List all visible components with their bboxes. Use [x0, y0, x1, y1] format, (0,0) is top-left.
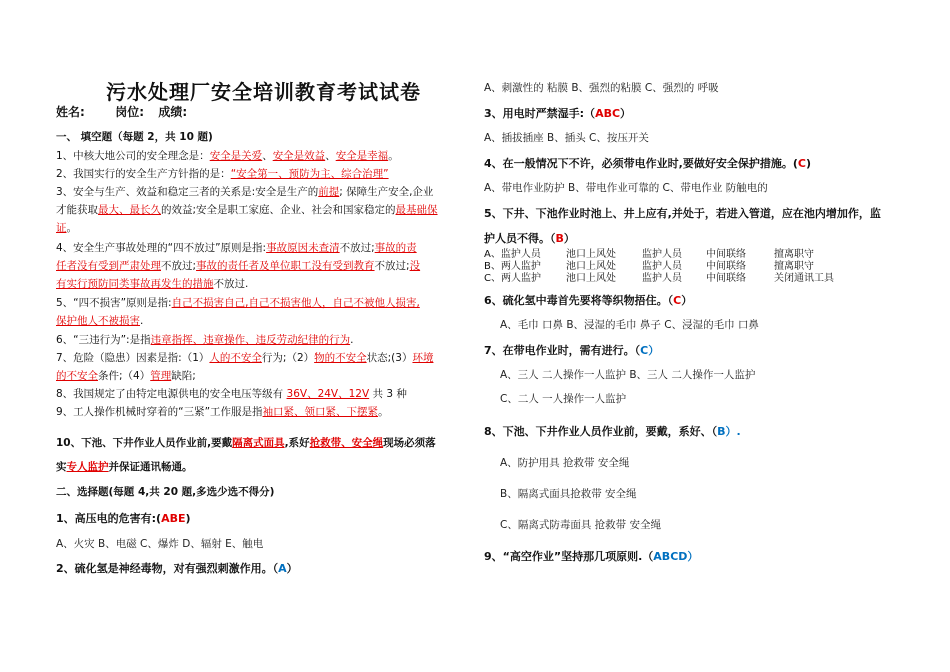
section2-heading: 二、选择题(每题 4,共 20 题,多选少选不得分)	[56, 486, 275, 498]
fill-q9	[56, 405, 389, 419]
fill-q10-line2	[56, 460, 193, 474]
choice-q2	[56, 560, 298, 576]
choice-q7-answer: C	[640, 344, 649, 357]
q3-text1: 3、安全与生产、效益和稳定三者的关系是:安全是生产的	[56, 186, 319, 198]
q1-answer2: 安全是效益	[272, 150, 326, 162]
choice-q1-answer: ABE	[161, 512, 186, 525]
option-cell: 池口上风处	[566, 249, 616, 260]
q3-text3: 才能获取	[56, 204, 98, 216]
q7-answer3: 环境	[412, 352, 434, 364]
option-cell: 中间联络	[706, 261, 746, 272]
choice-q5-answer: B	[555, 232, 564, 245]
q4-text3: 不放过;	[161, 260, 197, 272]
q5-answer1: 自己不损害自己,自己不损害他人，自己不被他人损害,	[171, 297, 420, 309]
q4-answer2: 事故的责	[374, 242, 417, 254]
choice-q7	[484, 342, 659, 358]
choice-q4-close: )	[805, 157, 811, 170]
choice-q8-optionC: C、隔离式防毒面具 抢救带 安全绳	[500, 519, 662, 531]
fill-q10-line1	[56, 436, 436, 450]
fill-q4-line3	[56, 277, 248, 291]
q4-text2: 不放过;	[339, 242, 375, 254]
q2-answer: “安全第一、预防为主、综合治理”	[230, 168, 389, 180]
fill-q3-line3	[56, 221, 77, 235]
option-cell: 中间联络	[706, 273, 746, 284]
q4-text4: 不放过;	[374, 260, 410, 272]
option-cell: 监护人员	[642, 273, 682, 284]
choice-q9-text: 9、“高空作业”坚持那几项原则.（	[484, 550, 654, 563]
q10-text2: ,系好	[284, 437, 310, 449]
choice-q1-text: 1、高压电的危害有:(	[56, 512, 162, 525]
choice-q6-text: 6、硫化氢中毒首先要将等织物捂住。（	[484, 294, 674, 307]
choice-q3-options: A、插拔插座 B、插头 C、按压开关	[484, 132, 649, 144]
choice-q8-close: ）.	[725, 425, 741, 438]
q4-answer1: 事故原因未查清	[266, 242, 340, 254]
choice-q4	[484, 155, 811, 171]
q1-sep1: 、	[262, 150, 273, 162]
q1-end: 。	[388, 150, 399, 162]
q4-text1: 4、安全生产事故处理的“四不放过”原则是指:	[56, 242, 267, 254]
option-cell: 监护人员	[642, 261, 682, 272]
fill-q7-line2	[56, 369, 196, 383]
q7-text4: 条件;（4）	[98, 370, 151, 382]
q4-end: 不放过.	[213, 278, 249, 290]
option-cell: A、监护人员	[484, 249, 541, 260]
choice-q5-options-table	[484, 249, 840, 285]
option-row	[484, 273, 840, 285]
choice-q9-close: ）	[687, 550, 699, 563]
choice-q6-options: A、毛巾 口鼻 B、浸湿的毛巾 鼻子 C、浸湿的毛巾 口鼻	[500, 319, 759, 331]
fill-q4-line1	[56, 241, 417, 255]
fill-q5-line1	[56, 296, 420, 310]
q3-answer3-cont: 证	[56, 222, 67, 234]
q5-answer2: 保护他人不被损害	[56, 315, 140, 327]
choice-q8-answer: B	[717, 425, 726, 438]
choice-q4-options: A、带电作业防护 B、带电作业可靠的 C、带电作业 防触电的	[484, 182, 768, 194]
q9-answer: 袖口紧、领口紧、下摆紧	[262, 406, 379, 418]
score-label: 成绩:	[158, 105, 188, 119]
choice-q7-option1: A、三人 二人操作一人监护 B、三人 二人操作一人监护	[500, 369, 756, 381]
choice-q3-answer: ABC	[595, 107, 621, 120]
q7-answer4: 管理	[150, 370, 172, 382]
fill-q2	[56, 167, 389, 181]
q6-text: 6、“三违行为”:是指	[56, 334, 151, 346]
choice-q4-answer: C	[797, 157, 806, 170]
q5-end: .	[140, 315, 144, 327]
header-fields	[56, 105, 187, 119]
choice-q8	[484, 423, 741, 439]
choice-q2-answer: A	[278, 562, 287, 575]
q7-text3: 状态;(3）	[366, 352, 413, 364]
option-cell: 中间联络	[706, 249, 746, 260]
q10-text1: 10、下池、下井作业人员作业前,要戴	[56, 437, 233, 449]
choice-q3	[484, 105, 631, 121]
q4-answer3: 事故的责任者及单位职工没有受到教育	[196, 260, 375, 272]
choice-q5-line1: 5、下井、下池作业时池上、井上应有,并处于，若进入管道，应在池内增加作，监	[484, 207, 881, 220]
q7-answer1: 人的不安全	[209, 352, 262, 364]
choice-q5-line2	[484, 230, 575, 246]
choice-q6-answer: C	[673, 294, 682, 307]
section1-heading: 一、 填空题（每题 2，共 10 题)	[56, 131, 213, 143]
choice-q5-options	[484, 249, 840, 285]
q7-answer3-cont: 的不安全	[56, 370, 98, 382]
choice-q1	[56, 510, 191, 526]
choice-q1-close: )	[185, 512, 191, 525]
page-title: 污水处理厂安全培训教育考试试卷	[106, 80, 421, 104]
fill-q3-line1	[56, 185, 433, 199]
q3-answer3: 最基础保	[395, 204, 438, 216]
choice-q3-text: 3、用电时严禁湿手:（	[484, 107, 596, 120]
choice-q8-text: 8、下池、下井作业人员作业前，要戴，系好、（	[484, 425, 718, 438]
q1-answer3: 安全是幸福	[335, 150, 389, 162]
q6-end: .	[350, 334, 354, 346]
fill-q3-line2	[56, 203, 438, 217]
option-cell: C、两人监护	[484, 273, 541, 284]
q4-answer2-cont: 任者没有受到严肃处理	[56, 260, 161, 272]
choice-q4-text: 4、在一般情况下不许，必须带电作业时,要做好安全保护措施。(	[484, 157, 798, 170]
q1-text: 1、中核大地公司的安全理念是：	[56, 150, 210, 162]
q9-text: 9、工人操作机械时穿着的“三紧”工作服是指	[56, 406, 263, 418]
choice-q7-text: 7、在带电作业时，需有进行。（	[484, 344, 641, 357]
fill-q8	[56, 387, 407, 401]
q7-answer2: 物的不安全	[314, 352, 367, 364]
q3-end: 。	[66, 222, 77, 234]
q10-text3: 现场必须落	[383, 437, 436, 449]
choice-q9-answer: ABCD	[653, 550, 688, 563]
option-row	[484, 249, 840, 261]
option-cell: 擅离职守	[774, 261, 814, 272]
q3-answer1: 前提	[318, 186, 340, 198]
choice-q8-optionB: B、隔离式面具抢救带 安全绳	[500, 488, 637, 500]
choice-q6	[484, 292, 692, 308]
q10-text4: 实	[56, 461, 67, 473]
choice-q7-close: ）	[648, 344, 660, 357]
q7-end: 缺陷;	[171, 370, 196, 382]
option-cell: B、两人监护	[484, 261, 541, 272]
choice-q2-text: 2、硫化氢是神经毒物，对有强烈刺激作用。（	[56, 562, 279, 575]
q10-answer2: 抢救带、安全绳	[309, 437, 384, 449]
q8-end: 共 3 种	[369, 388, 407, 400]
q10-answer3: 专人监护	[66, 461, 109, 473]
choice-q5-text: 护人员不得。（	[484, 232, 556, 245]
q2-text: 2、我国实行的安全生产方针指的是：	[56, 168, 231, 180]
option-cell: 关闭通讯工具	[774, 273, 834, 284]
q10-end: 并保证通讯畅通。	[108, 461, 193, 473]
q4-answer4-cont: 有实行预防同类事故再发生的措施	[56, 278, 214, 290]
option-cell: 池口上风处	[566, 261, 616, 272]
q1-sep2: 、	[325, 150, 336, 162]
q5-text: 5、“四不损害”原则是指:	[56, 297, 172, 309]
name-label: 姓名:	[56, 105, 85, 119]
q8-text: 8、我国规定了由特定电源供电的安全电压等级有	[56, 388, 287, 400]
choice-q8-optionA: A、防护用具 抢救带 安全绳	[500, 457, 630, 469]
q7-text1: 7、危险（隐患）因素是指:（1）	[56, 352, 210, 364]
fill-q1	[56, 149, 399, 163]
option-cell: 擅离职守	[774, 249, 814, 260]
option-cell: 池口上风处	[566, 273, 616, 284]
fill-q4-line2	[56, 259, 420, 273]
q3-answer2: 最大、最长久	[98, 204, 161, 216]
q8-answer: 36V、24V、12V	[286, 388, 370, 400]
q6-answer: 违章指挥、违章操作、违反劳动纪律的行为	[150, 334, 351, 346]
q4-answer4: 没	[409, 260, 421, 272]
q10-answer1: 隔离式面具	[232, 437, 285, 449]
q3-text4: 的效益;安全是职工家庭、企业、社会和国家稳定的	[161, 204, 396, 216]
option-row	[484, 261, 840, 273]
choice-q9	[484, 548, 698, 564]
choice-q6-close: ）	[681, 294, 693, 307]
choice-q5-close: ）	[563, 232, 575, 245]
choice-q2-close: ）	[286, 562, 298, 575]
choice-q2-options: A、刺激性的 粘膜 B、强烈的粘膜 C、强烈的 呼吸	[484, 82, 719, 94]
q7-text2: 行为;（2）	[261, 352, 315, 364]
fill-q5-line2	[56, 314, 143, 328]
q9-end: 。	[378, 406, 389, 418]
position-label: 岗位:	[115, 105, 144, 119]
choice-q3-close: ）	[620, 107, 632, 120]
fill-q6	[56, 333, 353, 347]
choice-q1-options: A、火灾 B、电磁 C、爆炸 D、辐射 E、触电	[56, 538, 264, 550]
choice-q7-option2: C、二人 一人操作一人监护	[500, 393, 627, 405]
fill-q7-line1	[56, 351, 433, 365]
q1-answer1: 安全是关爱	[209, 150, 263, 162]
option-cell: 监护人员	[642, 249, 682, 260]
q3-text2: ; 保障生产安全,企业	[339, 186, 434, 198]
